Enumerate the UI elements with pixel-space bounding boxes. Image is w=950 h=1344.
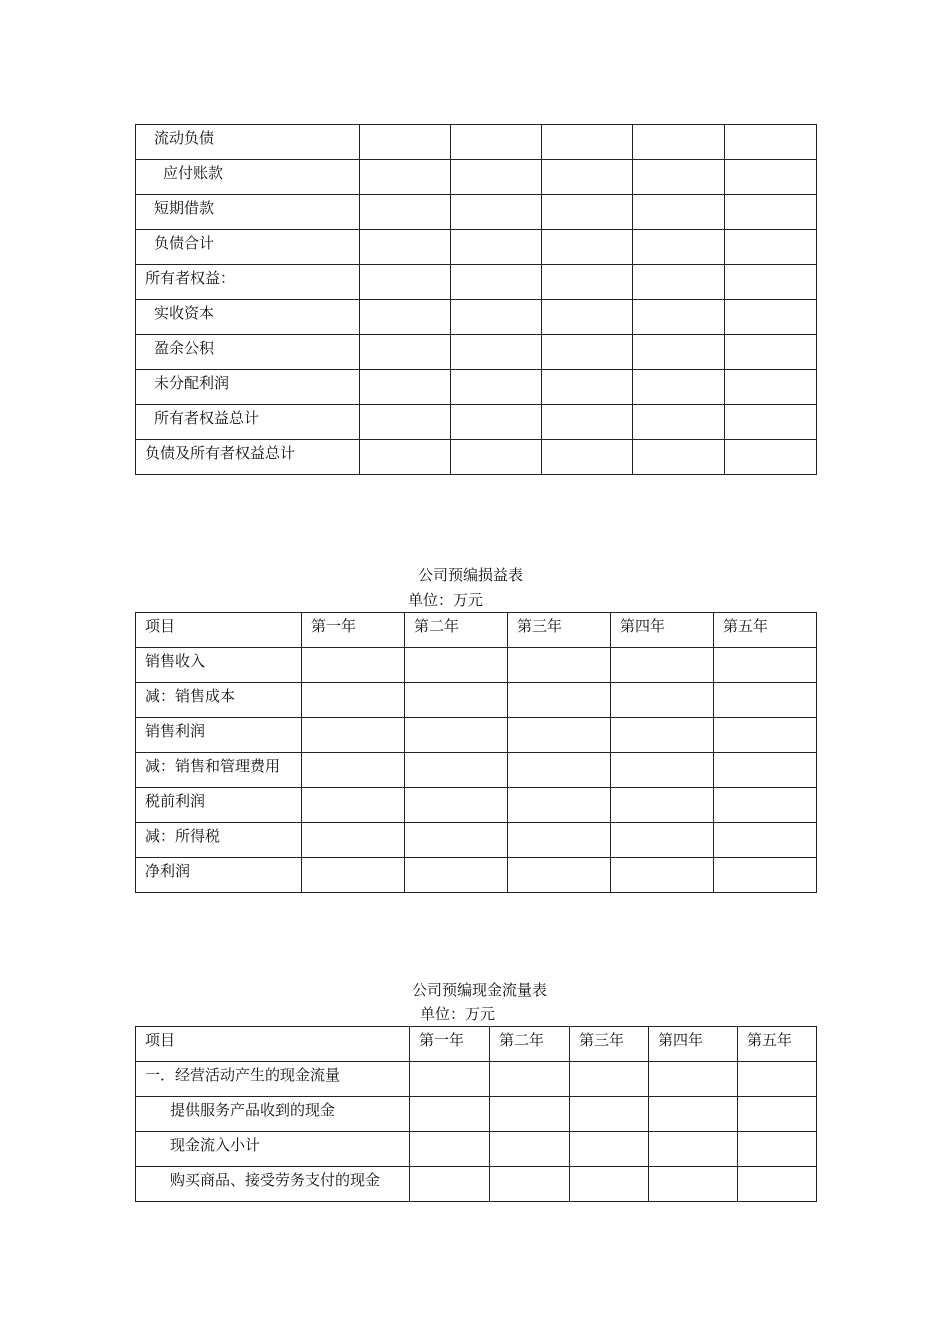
table-cell [405,718,508,753]
table-cell [490,1132,570,1167]
table-cell [542,300,633,335]
table-row [136,648,817,683]
table-row [136,335,817,370]
table-cell [451,300,542,335]
row-label: 负债合计 [136,230,360,265]
column-header: 第五年 [714,613,817,648]
table-cell [633,405,725,440]
table-cell [633,195,725,230]
table-cell [451,160,542,195]
table-cell [611,718,714,753]
table-cell [360,195,451,230]
table-cell [508,718,611,753]
table-cell [570,1097,649,1132]
table-cell [410,1167,490,1202]
table-cell [302,683,405,718]
table-cell [405,648,508,683]
table-cell [725,265,817,300]
table-cell [508,823,611,858]
row-label: 税前利润 [136,788,302,823]
table-cell [725,300,817,335]
table-cell [302,823,405,858]
table-cell [714,823,817,858]
table-cell [542,405,633,440]
column-header: 第二年 [490,1027,570,1062]
cash-flow-title: 公司预编现金流量表 [412,981,548,999]
table-cell [633,265,725,300]
row-label: 提供服务产品收到的现金 [136,1097,410,1132]
table-cell [451,265,542,300]
table-cell [302,648,405,683]
row-label: 销售利润 [136,718,302,753]
column-header: 第三年 [508,613,611,648]
column-header: 第一年 [302,613,405,648]
table-row [136,125,817,160]
table-cell [714,648,817,683]
table-row [136,440,817,475]
table-cell [611,648,714,683]
table-cell [542,230,633,265]
table-cell [542,370,633,405]
table-cell [633,335,725,370]
row-label: 实收资本 [136,300,360,335]
table-cell [508,858,611,893]
table-cell [714,683,817,718]
table-cell [451,440,542,475]
table-cell [570,1132,649,1167]
row-label: 减：所得税 [136,823,302,858]
table-cell [490,1062,570,1097]
table-cell [633,125,725,160]
table-cell [725,335,817,370]
column-header: 项目 [136,1027,410,1062]
table-cell [714,753,817,788]
table-cell [738,1167,817,1202]
cash-flow-unit: 单位：万元 [420,1005,496,1023]
table-row [136,370,817,405]
table-cell [405,858,508,893]
table-cell [542,265,633,300]
table-cell [738,1062,817,1097]
table-cell [508,788,611,823]
table-cell [725,405,817,440]
table-cell [714,788,817,823]
row-label: 所有者权益： [136,265,360,300]
table-cell [725,195,817,230]
table-cell [738,1097,817,1132]
table-row [136,1132,817,1167]
row-label: 净利润 [136,858,302,893]
table-row [136,195,817,230]
table-cell [405,753,508,788]
column-header: 第四年 [611,613,714,648]
table-row [136,1167,817,1202]
table-cell [649,1097,738,1132]
table-cell [451,335,542,370]
table-cell [714,718,817,753]
table-row [136,230,817,265]
table-cell [570,1062,649,1097]
table-row [136,858,817,893]
table-cell [542,195,633,230]
table-cell [633,370,725,405]
table-cell [360,160,451,195]
table-cell [649,1167,738,1202]
table-cell [508,648,611,683]
table-cell [490,1167,570,1202]
table-cell [451,370,542,405]
table-cell [542,335,633,370]
table-row [136,405,817,440]
table-cell [405,823,508,858]
table-cell [611,753,714,788]
row-label: 负债及所有者权益总计 [136,440,360,475]
table-cell [360,125,451,160]
row-label: 应付账款 [136,160,360,195]
table-cell [570,1167,649,1202]
table-cell [360,300,451,335]
table-cell [738,1132,817,1167]
table-row [136,265,817,300]
table-cell [405,683,508,718]
cash-flow-table [135,1026,817,1202]
table-cell [410,1132,490,1167]
table-cell [360,440,451,475]
column-header: 第三年 [570,1027,649,1062]
table-cell [451,230,542,265]
income-statement-title: 公司预编损益表 [418,566,524,584]
column-header: 第二年 [405,613,508,648]
table-cell [725,440,817,475]
table-cell [410,1097,490,1132]
row-label: 未分配利润 [136,370,360,405]
table-cell [508,753,611,788]
table-cell [360,335,451,370]
table-cell [360,230,451,265]
table-cell [542,125,633,160]
table-header-row [136,613,817,648]
table-cell [725,230,817,265]
table-cell [714,858,817,893]
table-cell [633,230,725,265]
table-cell [360,265,451,300]
table-cell [542,440,633,475]
income-statement-unit: 单位：万元 [408,591,484,609]
table-cell [405,788,508,823]
row-label: 一．经营活动产生的现金流量 [136,1062,410,1097]
column-header: 第一年 [410,1027,490,1062]
table-cell [451,405,542,440]
table-row [136,718,817,753]
table-cell [302,788,405,823]
table-cell [725,160,817,195]
row-label: 短期借款 [136,195,360,230]
table-cell [649,1062,738,1097]
column-header: 第四年 [649,1027,738,1062]
table-row [136,1097,817,1132]
table-row [136,300,817,335]
table-cell [725,370,817,405]
table-row [136,788,817,823]
table-header-row [136,1027,817,1062]
table-row [136,160,817,195]
table-cell [725,125,817,160]
row-label: 减：销售成本 [136,683,302,718]
column-header: 第五年 [738,1027,817,1062]
table-cell [490,1097,570,1132]
table-cell [360,370,451,405]
table-cell [360,405,451,440]
row-label: 盈余公积 [136,335,360,370]
row-label: 所有者权益总计 [136,405,360,440]
table-cell [611,788,714,823]
table-row [136,683,817,718]
table-cell [611,823,714,858]
table-cell [611,683,714,718]
table-cell [633,160,725,195]
table-cell [451,195,542,230]
row-label: 现金流入小计 [136,1132,410,1167]
table-cell [302,753,405,788]
table-cell [542,160,633,195]
income-statement-table [135,612,817,893]
table-cell [633,300,725,335]
table-row [136,1062,817,1097]
table-cell [649,1132,738,1167]
table-cell [302,718,405,753]
table-cell [611,858,714,893]
row-label: 销售收入 [136,648,302,683]
row-label: 购买商品、接受劳务支付的现金 [136,1167,410,1202]
table-cell [410,1062,490,1097]
table-cell [508,683,611,718]
column-header: 项目 [136,613,302,648]
balance-sheet-table [135,124,817,475]
table-cell [633,440,725,475]
row-label: 减：销售和管理费用 [136,753,302,788]
row-label: 流动负债 [136,125,360,160]
table-cell [451,125,542,160]
table-row [136,753,817,788]
table-cell [302,858,405,893]
table-row [136,823,817,858]
